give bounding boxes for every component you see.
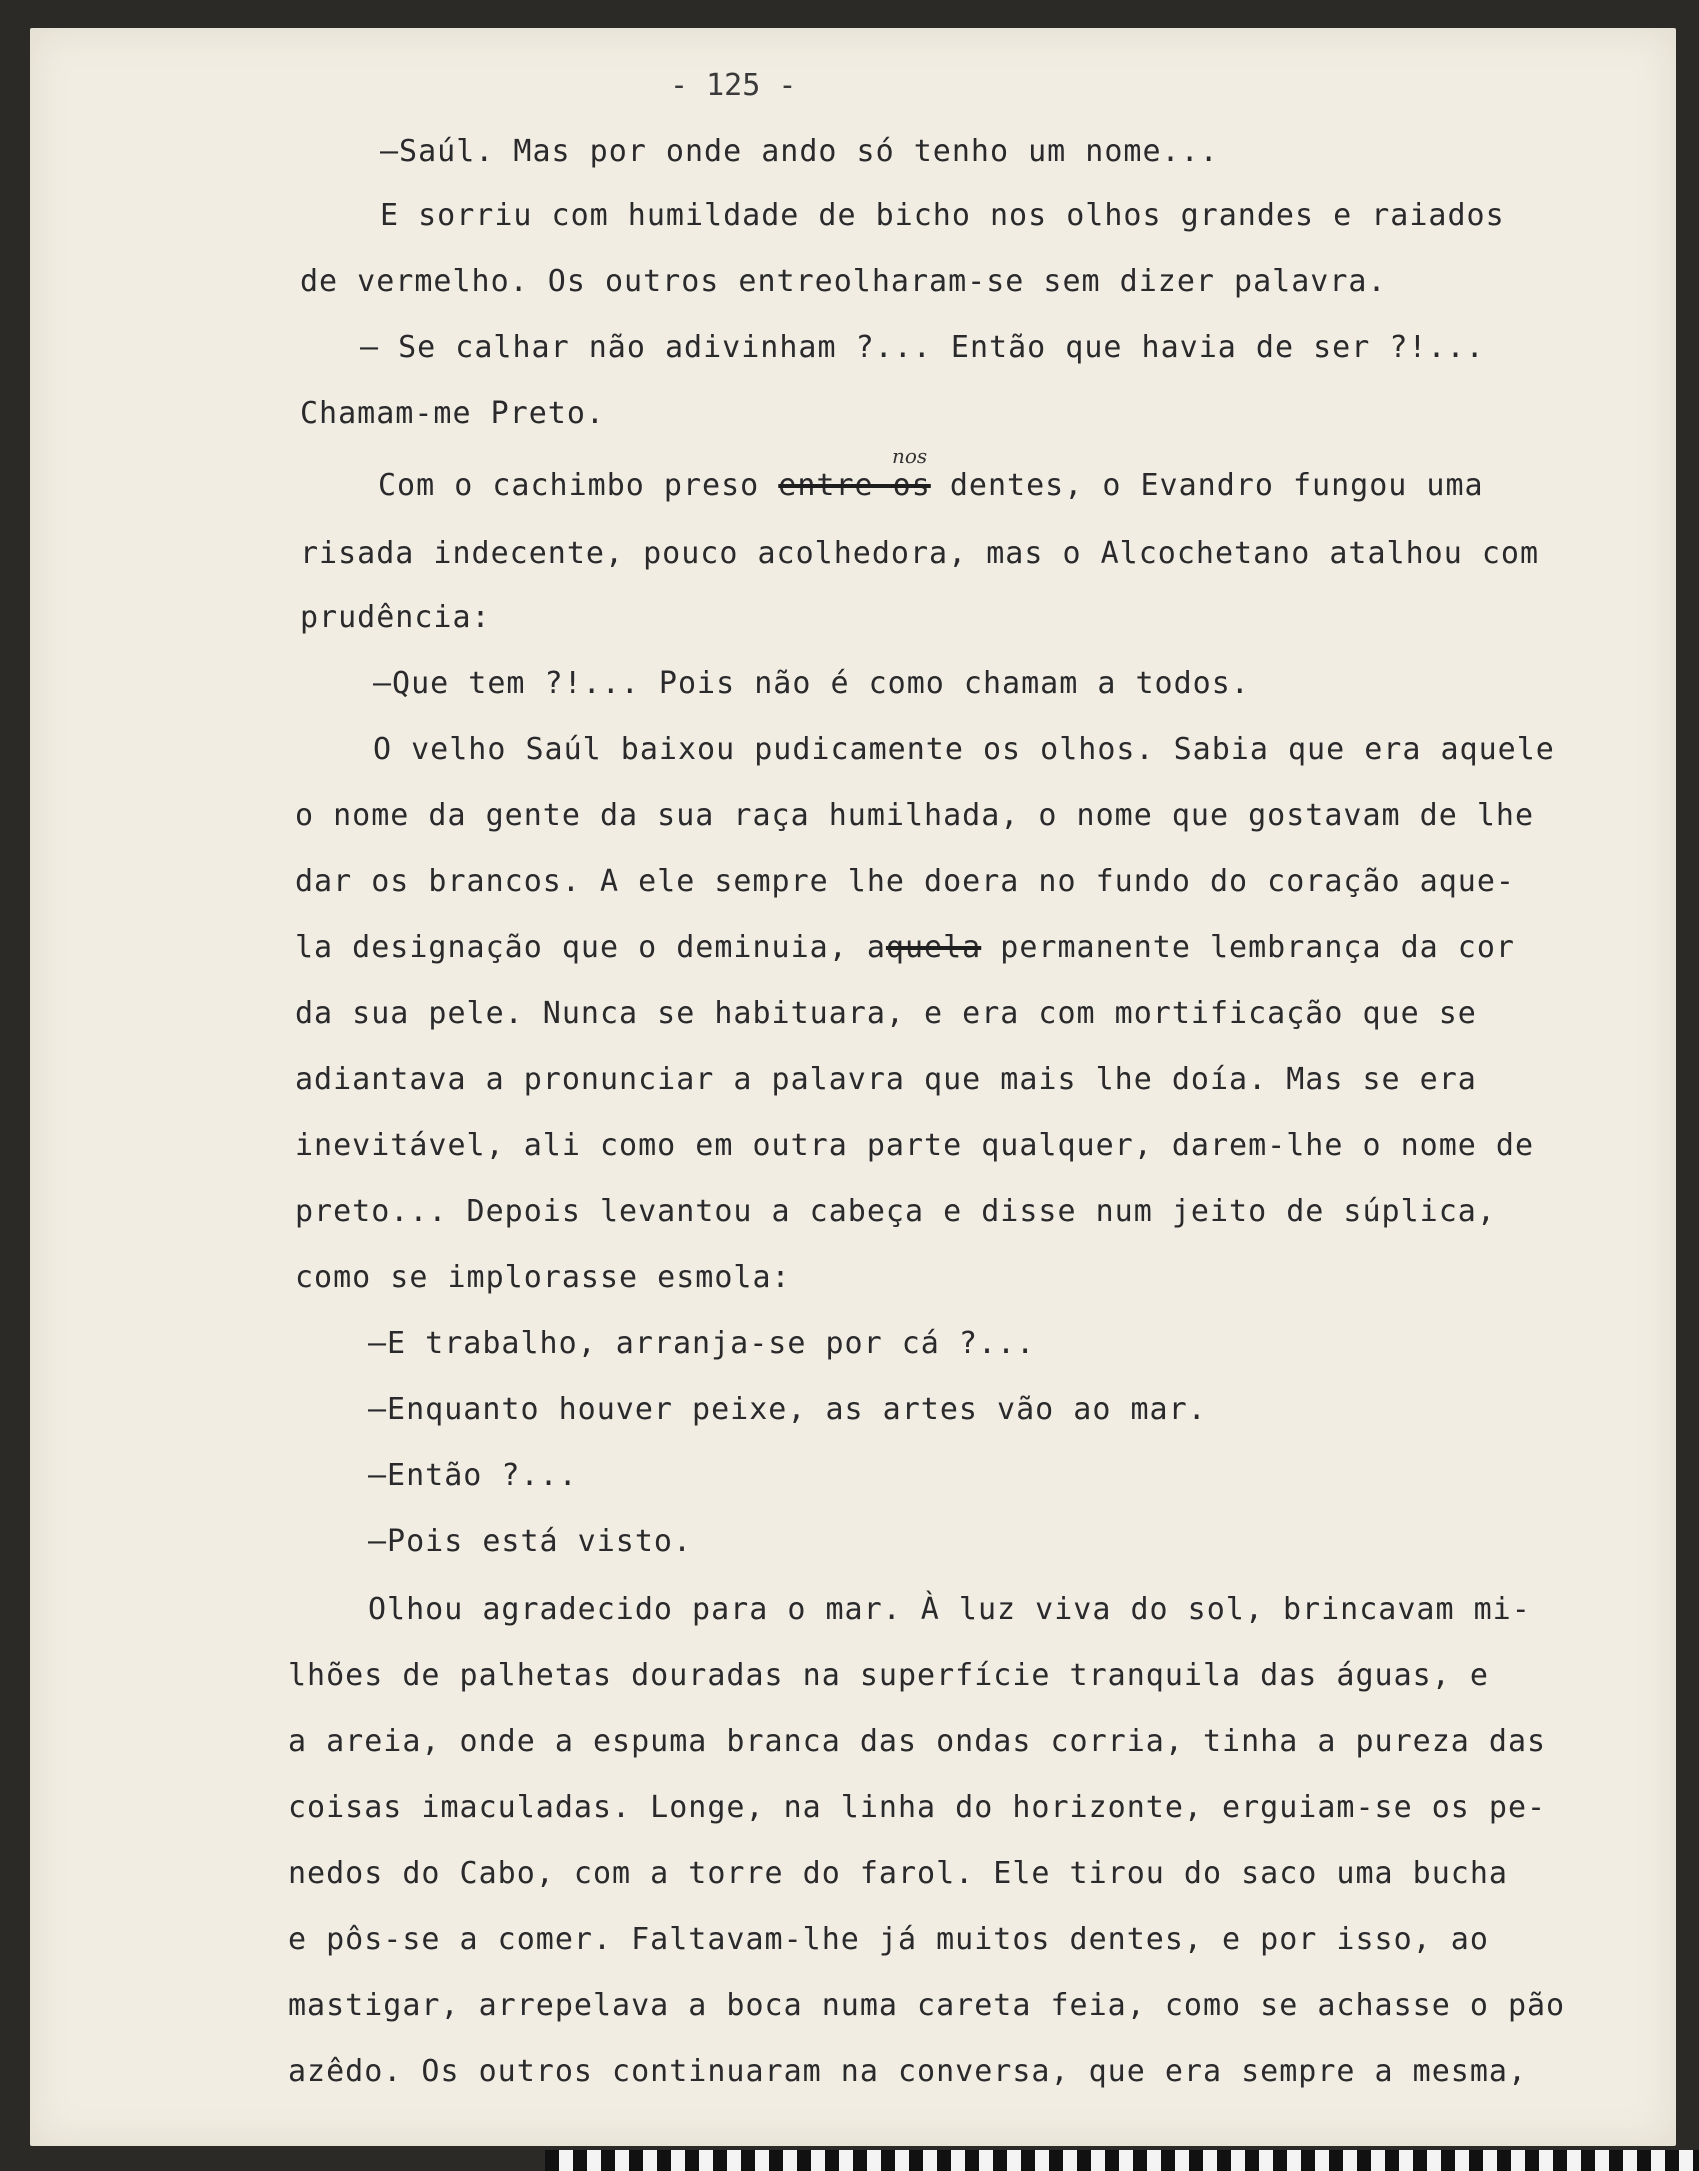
text-line: como se implorasse esmola: <box>295 1260 791 1295</box>
struck-text: quela <box>885 930 982 965</box>
text-line: lhões de palhetas douradas na superfície tranquila das águas, e <box>288 1658 1489 1693</box>
text-line <box>295 930 1515 966</box>
text-line: —E trabalho, arranja-se por cá ?... <box>368 1326 1036 1361</box>
struck-text: entre os <box>778 468 931 503</box>
text-fragment: Com o cachimbo preso <box>378 468 760 503</box>
text-line: da sua pele. Nunca se habituara, e era com mortificação que se <box>295 996 1477 1031</box>
text-line: — Se calhar não adivinham ?... Então que havia de ser ?!... <box>360 330 1485 365</box>
text-line: Chamam-me Preto. <box>300 396 605 431</box>
text-fragment: dentes, o Evandro fungou uma <box>949 468 1484 503</box>
text-line: —Saúl. Mas por onde ando só tenho um nome... <box>380 134 1219 169</box>
text-line: adiantava a pronunciar a palavra que mais lhe doía. Mas se era <box>295 1062 1477 1097</box>
text-fragment: permanente lembrança da cor <box>1000 930 1515 965</box>
text-line: risada indecente, pouco acolhedora, mas o Alcochetano atalhou com <box>300 536 1539 571</box>
text-line: preto... Depois levantou a cabeça e disse num jeito de súplica, <box>295 1194 1496 1229</box>
text-line: E sorriu com humildade de bicho nos olhos grandes e raiados <box>380 198 1505 233</box>
typewritten-page <box>30 28 1676 2146</box>
text-line: —Pois está visto. <box>368 1524 693 1559</box>
text-line: a areia, onde a espuma branca das ondas corria, tinha a pureza das <box>288 1724 1547 1759</box>
text-line: o nome da gente da sua raça humilhada, o nome que gostavam de lhe <box>295 798 1534 833</box>
text-line: coisas imaculadas. Longe, na linha do horizonte, erguiam-se os pe- <box>288 1790 1547 1825</box>
scale-ruler <box>545 2150 1699 2171</box>
text-line: —Então ?... <box>368 1458 578 1493</box>
text-line <box>378 468 1484 504</box>
text-line: inevitável, ali como em outra parte qualquer, darem-lhe o nome de <box>295 1128 1534 1163</box>
page-number: - 125 - <box>670 68 797 103</box>
text-line: e pôs-se a comer. Faltavam-lhe já muitos dentes, e por isso, ao <box>288 1922 1489 1957</box>
text-line: dar os brancos. A ele sempre lhe doera no fundo do coração aque- <box>295 864 1515 899</box>
text-line: de vermelho. Os outros entreolharam-se sem dizer palavra. <box>300 264 1387 299</box>
text-line: O velho Saúl baixou pudicamente os olhos. Sabia que era aquele <box>373 732 1555 767</box>
text-line: Olhou agradecido para o mar. À luz viva do sol, brincavam mi- <box>368 1592 1531 1627</box>
text-line: prudência: <box>300 600 491 635</box>
text-line: —Que tem ?!... Pois não é como chamam a todos. <box>373 666 1250 701</box>
text-line: mastigar, arrepelava a boca numa careta feia, como se achasse o pão <box>288 1988 1566 2023</box>
handwritten-insertion: nos <box>892 444 928 468</box>
text-line: azêdo. Os outros continuaram na conversa, que era sempre a mesma, <box>288 2054 1527 2089</box>
text-line: nedos do Cabo, com a torre do farol. Ele tirou do saco uma bucha <box>288 1856 1508 1891</box>
text-line: —Enquanto houver peixe, as artes vão ao mar. <box>368 1392 1207 1427</box>
text-fragment: la designação que o deminuia, a <box>295 930 886 965</box>
